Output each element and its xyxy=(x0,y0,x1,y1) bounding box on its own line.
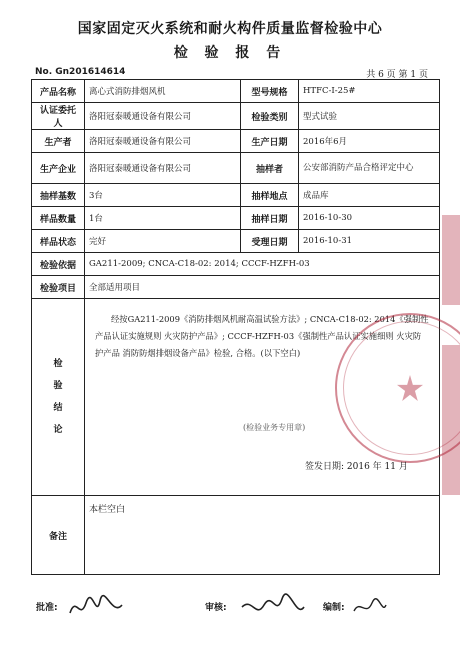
prod-date-value: 2016年6月 xyxy=(299,130,440,153)
model-label: 型号规格 xyxy=(241,80,299,103)
sample-site-value: 成品库 xyxy=(299,184,440,207)
org-title: 国家固定灭火系统和耐火构件质量监督检验中心 xyxy=(77,21,383,37)
conclusion-text: 经按GA211-2009《消防排烟风机耐高温试验方法》; CNCA-C18-02: 2014《强制性产品认证实施规则 火灾防护产品》; CCCF-HZFH-03《强制性产品认证实施细则 火灾防护产品 消防防烟排烟设备产品》检验, 合格。(以下空白) xyxy=(95,314,429,358)
remarks-row xyxy=(32,496,440,575)
model-value: HTFC-Ⅰ-25# xyxy=(299,80,440,103)
conclusion-char: 验 xyxy=(53,381,63,391)
stamp-note: (检验业务专用章) xyxy=(243,423,306,432)
prepare-label: 编制: xyxy=(323,603,345,613)
test-type-value: 型式试验 xyxy=(299,103,440,130)
table-row xyxy=(32,253,440,276)
table-row xyxy=(32,230,440,253)
table-row xyxy=(32,207,440,230)
table-row xyxy=(32,184,440,207)
document-title: 检 验 报 告 xyxy=(173,45,287,61)
table-row xyxy=(32,276,440,299)
sample-state-label: 样品状态 xyxy=(32,230,85,253)
sample-base-label: 抽样基数 xyxy=(32,184,85,207)
conclusion-char: 论 xyxy=(53,425,63,435)
items-label: 检验项目 xyxy=(32,276,85,299)
table-row xyxy=(32,130,440,153)
conclusion-char: 结 xyxy=(53,403,63,413)
sign-date-value: 2016 年 11 月 xyxy=(346,462,408,472)
table-row xyxy=(32,153,440,184)
product-name-value: 离心式消防排烟风机 xyxy=(85,80,241,103)
conclusion-label xyxy=(32,299,85,496)
sample-qty-label: 样品数量 xyxy=(32,207,85,230)
client-value: 洛阳冠泰暖通设备有限公司 xyxy=(85,103,241,130)
approve-label: 批准: xyxy=(36,603,58,613)
table-row xyxy=(32,103,440,130)
producer-label: 生产者 xyxy=(32,130,85,153)
review-label: 审核: xyxy=(205,603,227,613)
accept-date-value: 2016-10-31 xyxy=(299,230,440,253)
table-row xyxy=(32,80,440,103)
sample-base-value: 3台 xyxy=(85,184,241,207)
enterprise-value: 洛阳冠泰暖通设备有限公司 xyxy=(85,153,241,184)
sign-date xyxy=(305,459,408,476)
sample-state-value: 完好 xyxy=(85,230,241,253)
remarks-label: 备注 xyxy=(32,496,85,575)
product-name-label: 产品名称 xyxy=(32,80,85,103)
basis-value: GA211-2009; CNCA-C18-02: 2014; CCCF-HZFH-03 xyxy=(85,253,440,276)
report-table xyxy=(31,79,440,575)
page-count: 共 6 页 第 1 页 xyxy=(366,70,428,80)
sample-site-label: 抽样地点 xyxy=(241,184,299,207)
enterprise-label: 生产企业 xyxy=(32,153,85,184)
report-number: No. Gn201614614 xyxy=(35,67,126,77)
conclusion-char: 检 xyxy=(53,359,63,369)
sample-date-label: 抽样日期 xyxy=(241,207,299,230)
sign-date-label: 签发日期: xyxy=(305,462,347,472)
accept-date-label: 受理日期 xyxy=(241,230,299,253)
basis-label: 检验依据 xyxy=(32,253,85,276)
sample-qty-value: 1台 xyxy=(85,207,241,230)
prod-date-label: 生产日期 xyxy=(241,130,299,153)
remarks-text: 本栏空白 xyxy=(85,496,440,575)
sampler-label: 抽样者 xyxy=(241,153,299,184)
producer-value: 洛阳冠泰暖通设备有限公司 xyxy=(85,130,241,153)
sampler-value: 公安部消防产品合格评定中心 xyxy=(299,153,440,184)
items-value: 全部适用项目 xyxy=(85,276,440,299)
preparer-signature xyxy=(350,593,390,621)
page-seam-seal xyxy=(442,345,460,495)
conclusion-row xyxy=(32,299,440,496)
test-type-label: 检验类别 xyxy=(241,103,299,130)
page-seam-seal xyxy=(442,215,460,305)
sample-date-value: 2016-10-30 xyxy=(299,207,440,230)
approver-signature xyxy=(66,593,126,623)
conclusion-body xyxy=(85,299,440,496)
reviewer-signature xyxy=(238,593,308,623)
client-label: 认证委托人 xyxy=(32,103,85,130)
